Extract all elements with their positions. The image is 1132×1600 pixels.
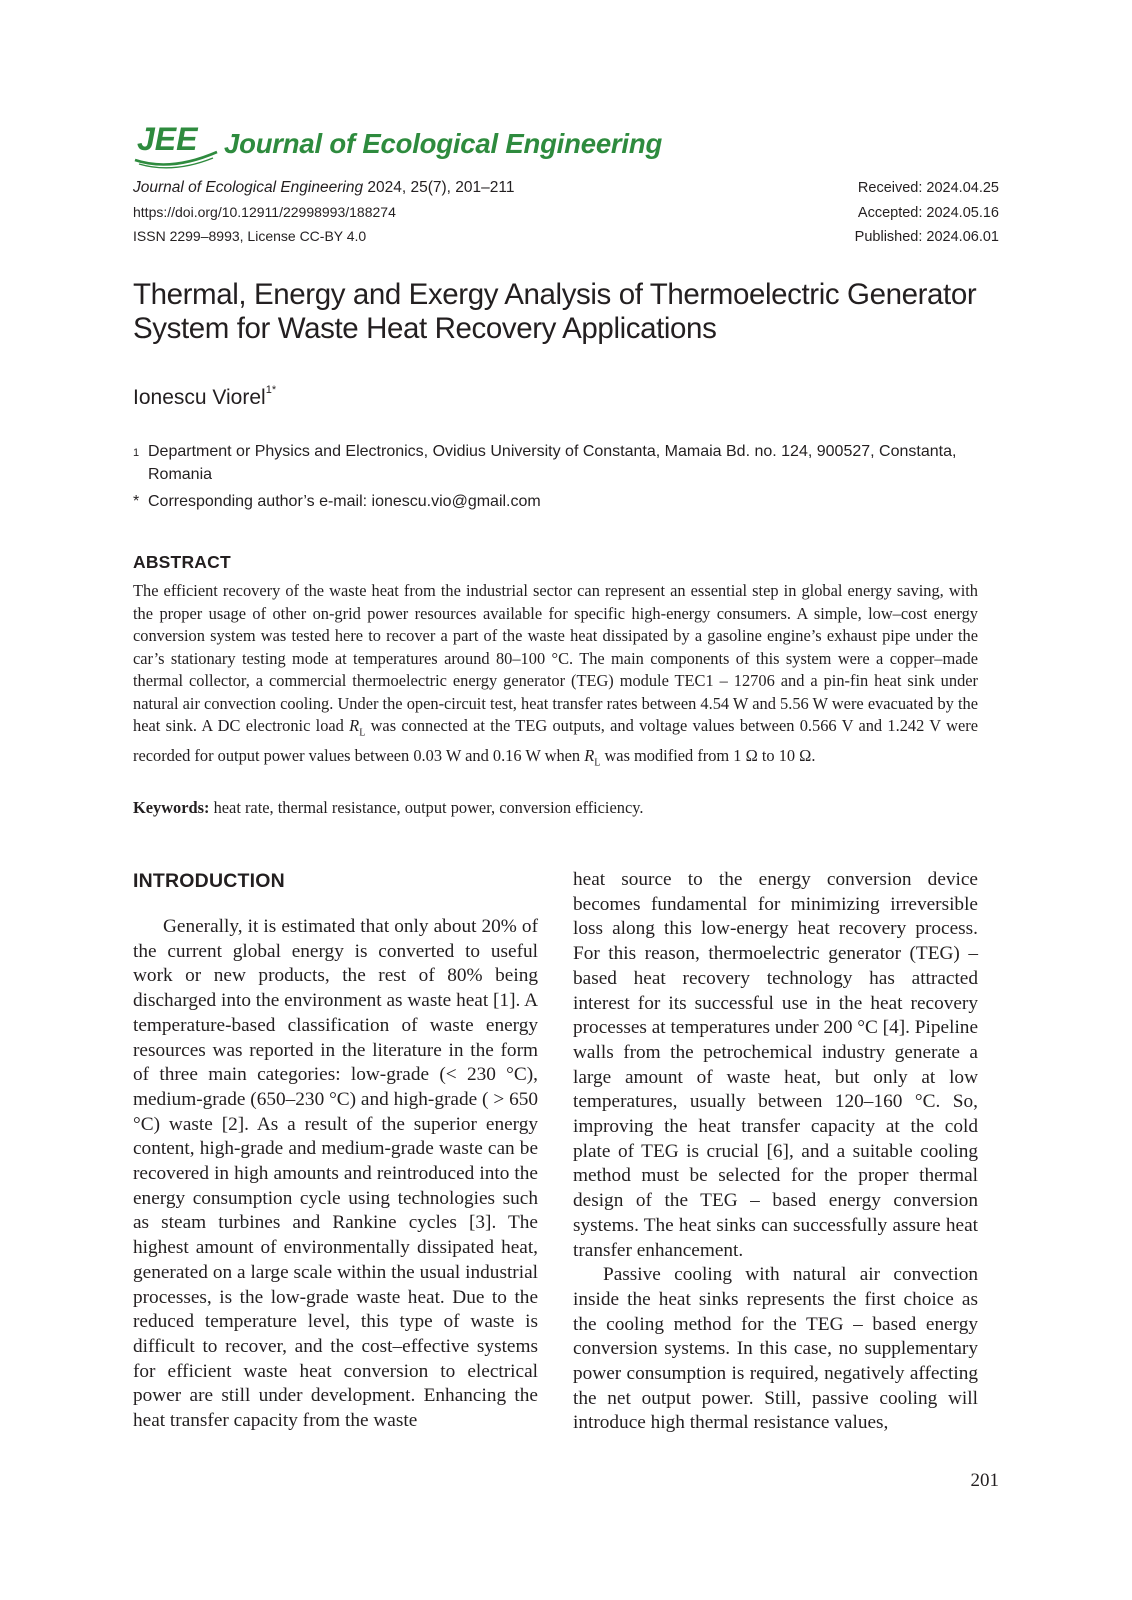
citation-volume: 2024, 25(7), 201–211: [363, 179, 515, 196]
load-subscript: L: [594, 757, 601, 769]
affiliation-text: Department or Physics and Electronics, Ovidius University of Constanta, Mamaia Bd. no. 124, 900527, Constanta, Romania: [148, 443, 957, 483]
dates-block: [855, 176, 999, 250]
accepted-date: Accepted: 2024.05.16: [857, 204, 999, 221]
received-date: Received: 2024.04.25: [857, 180, 999, 196]
corresponding-mark: *: [133, 493, 140, 510]
author-name: Ionescu Viorel: [133, 386, 266, 409]
abstract-part-1: The efficient recovery of the waste heat from the industrial sector can represent an essential step in global energy saving, with the proper usage of other on-grid power resources available for specific high-energy consumers. A simple, low–cost energy conversion system was tested here to recover a part of the waste heat dissipated by a gasoline engine’s exhaust pipe under the car’s stationary testing mode at temperatures around 80–100 °C. The main components of this system were a copper–made thermal collector, a commercial thermoelectric energy generator (TEG) module TEC1 – 12706 and a pin-fin heat sink under natural air convection cooling. Under the open-circuit test, heat transfer rates between 4.54 W and 5.56 W were evacuated by the heat sink. A DC electronic load: [133, 581, 978, 735]
title-line-2: System for Waste Heat Recovery Applications: [133, 312, 717, 345]
journal-logo: [133, 120, 663, 172]
corresponding-row: [133, 490, 983, 513]
keywords-label: Keywords:: [133, 798, 210, 817]
introduction-paragraph-2: Passive cooling with natural air convection inside the heat sinks represents the first choice as the cooling method for the TEG – based energy conversion systems. In this case, no supplementary power consumption is required, negatively affecting the net output power. Still, passive cooling will introduce high thermal resistance values,: [573, 1264, 978, 1434]
right-column: [573, 868, 978, 1436]
journal-title: Journal of Ecological Engineering: [224, 128, 663, 159]
introduction-paragraph: Generally, it is estimated that only about 20% of the current global energy is converted to useful work or new products, the rest of 80% being discharged into the environment as waste heat [1]. A temperature-based classification of waste energy resources was reported in the literature in the form of three main categories: low-grade (< 230 °C), medium-grade (650–230 °C) and high-grade ( > 650 °C) waste [2]. As a result of the superior energy content, high-grade and medium-grade waste can be recovered in high amounts and reintroduced into the energy consumption cycle using technologies such as steam turbines and Rankine cycles [3]. The highest amount of environmentally dissipated heat, generated on a large scale within the usual industrial processes, is the low-grade waste heat. Due to the reduced temperature level, this type of waste is difficult to recover, and the cost–effective systems for efficient waste heat conversion to electrical power are still under development. Enhancing the heat transfer capacity from the waste: [133, 916, 538, 1432]
left-column: [133, 868, 538, 1434]
page-number: 201: [970, 1470, 999, 1491]
article-title: [133, 278, 1003, 346]
affiliation-row: [133, 440, 983, 486]
citation-line: [133, 176, 514, 200]
title-line-1: Thermal, Energy and Exergy Analysis of Thermoelectric Generator: [133, 278, 977, 311]
jee-logo-icon: [133, 120, 219, 172]
abstract-part-3: was modified from 1 Ω to 10 Ω.: [600, 745, 816, 765]
doi-link[interactable]: https://doi.org/10.12911/22998993/188274: [133, 204, 396, 220]
load-variable: R: [584, 745, 595, 765]
abstract-heading: ABSTRACT: [133, 552, 231, 572]
abstract-text: [133, 580, 978, 775]
keywords-text: heat rate, thermal resistance, output power, conversion efficiency.: [209, 798, 644, 817]
author: [133, 386, 276, 410]
introduction-heading: INTRODUCTION: [133, 870, 285, 892]
citation-block: [133, 176, 514, 248]
keywords: [133, 797, 978, 819]
load-variable: R: [349, 716, 360, 735]
published-date: Published: 2024.06.01: [854, 229, 999, 245]
author-affiliation-mark: 1*: [265, 384, 277, 396]
issn-license: ISSN 2299–8993, License CC-BY 4.0: [133, 228, 367, 244]
abstract-part-2: was connected at the TEG outputs, and voltage values between 0.566 V and 1.242 V were recorded for output power values between 0.03 W and 0.16 W when: [133, 716, 978, 765]
citation-journal: Journal of Ecological Engineering: [133, 179, 364, 196]
introduction-paragraph-continued: heat source to the energy conversion device becomes fundamental for minimizing irreversible loss along this low-energy heat recovery process. For this reason, thermoelectric generator (TEG) – based heat recovery technology has attracted interest for its successful use in the heat recovery processes at temperatures under 200 °C [4]. Pipeline walls from the petrochemical industry generate a large amount of waste heat, but only at low temperatures, usually between 120–160 °C. So, improving the heat transfer capacity at the cold plate of TEG is crucial [6], and a suitable cooling method must be selected for the proper thermal design of the TEG – based energy conversion systems. The heat sinks can successfully assure heat transfer enhancement.: [573, 869, 979, 1261]
logo-letters: JEE: [137, 121, 198, 157]
affiliation-mark: 1: [133, 447, 140, 459]
load-subscript: L: [359, 727, 366, 739]
affiliations: [133, 440, 983, 513]
corresponding-author: Corresponding author’s e-mail: ionescu.vio@gmail.com: [148, 493, 541, 510]
